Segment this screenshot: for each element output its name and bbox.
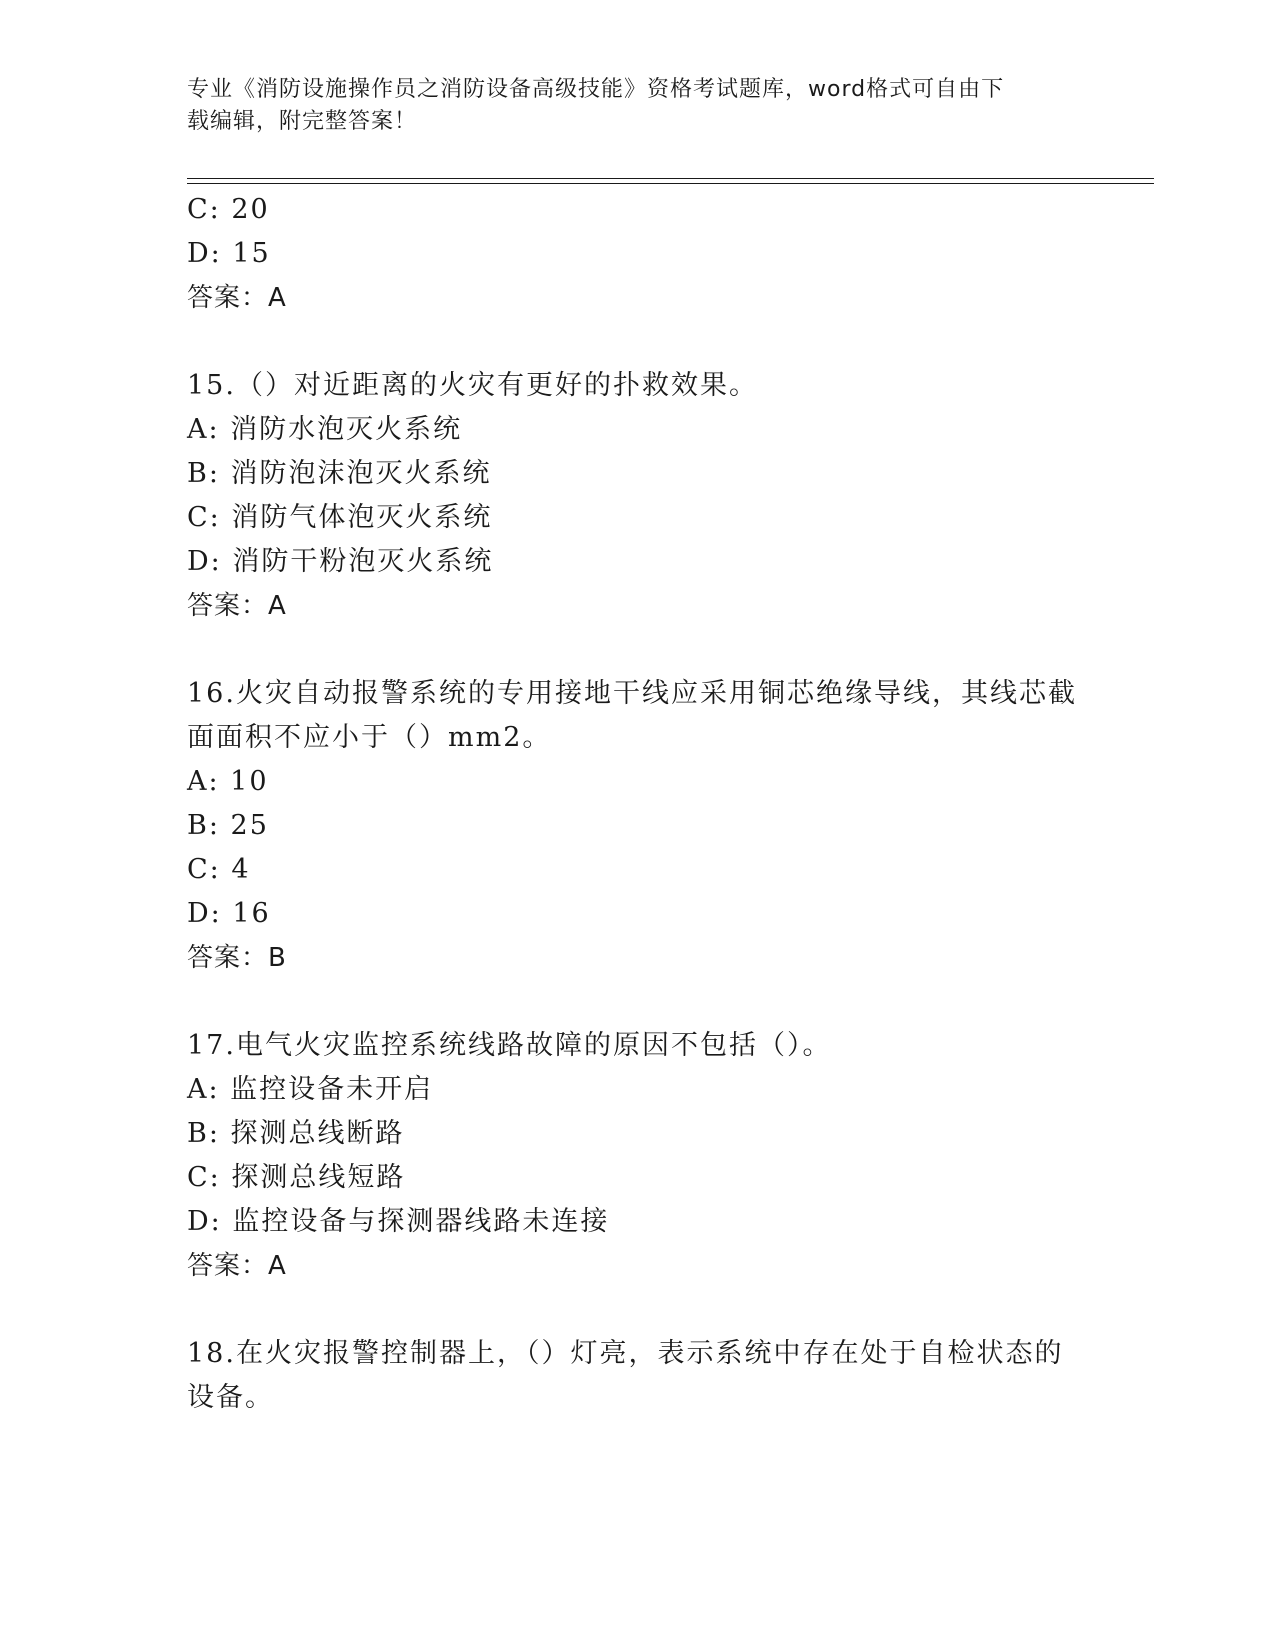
prev-option-c: C: 20 — [187, 194, 270, 225]
q17-option-c: C: 探测总线短路 — [187, 1162, 406, 1193]
q17-option-a: A: 监控设备未开启 — [187, 1074, 434, 1105]
q17-option-d: D: 监控设备与探测器线路未连接 — [187, 1206, 610, 1237]
q17-stem: 17.电气火灾监控系统线路故障的原因不包括（）。 — [187, 1030, 832, 1061]
q16-option-b: B: 25 — [187, 810, 269, 841]
prev-answer: 答案：A — [187, 283, 287, 313]
document-header — [187, 74, 1087, 138]
q15-stem: 15.（）对近距离的火灾有更好的扑救效果。 — [187, 370, 758, 401]
header-line-1: 专业《消防设施操作员之消防设备高级技能》资格考试题库，word格式可自由下 — [187, 77, 1005, 102]
q15-option-c: C: 消防气体泡灭火系统 — [187, 502, 493, 533]
q15-option-b: B: 消防泡沫泡灭火系统 — [187, 458, 492, 489]
q17-answer: 答案：A — [187, 1251, 287, 1281]
header-divider-top — [187, 178, 1154, 179]
q16-option-d: D: 16 — [187, 898, 271, 929]
q17-option-b: B: 探测总线断路 — [187, 1118, 405, 1149]
q15-option-a: A: 消防水泡灭火系统 — [187, 414, 463, 445]
header-divider-bottom — [187, 183, 1154, 184]
q16-option-a: A: 10 — [187, 766, 269, 797]
q15-option-d: D: 消防干粉泡灭火系统 — [187, 546, 494, 577]
prev-option-d: D: 15 — [187, 238, 271, 269]
q16-answer: 答案：B — [187, 943, 287, 973]
q18-stem-line-2: 设备。 — [187, 1382, 274, 1413]
q18-stem-line-1: 18.在火灾报警控制器上，（）灯亮，表示系统中存在处于自检状态的 — [187, 1338, 1064, 1369]
q15-answer: 答案：A — [187, 591, 287, 621]
header-line-2: 载编辑，附完整答案！ — [187, 109, 418, 134]
q16-stem-line-2: 面面积不应小于（）mm2。 — [187, 722, 552, 753]
q16-option-c: C: 4 — [187, 854, 251, 885]
q16-stem-line-1: 16.火灾自动报警系统的专用接地干线应采用铜芯绝缘导线，其线芯截 — [187, 678, 1077, 709]
